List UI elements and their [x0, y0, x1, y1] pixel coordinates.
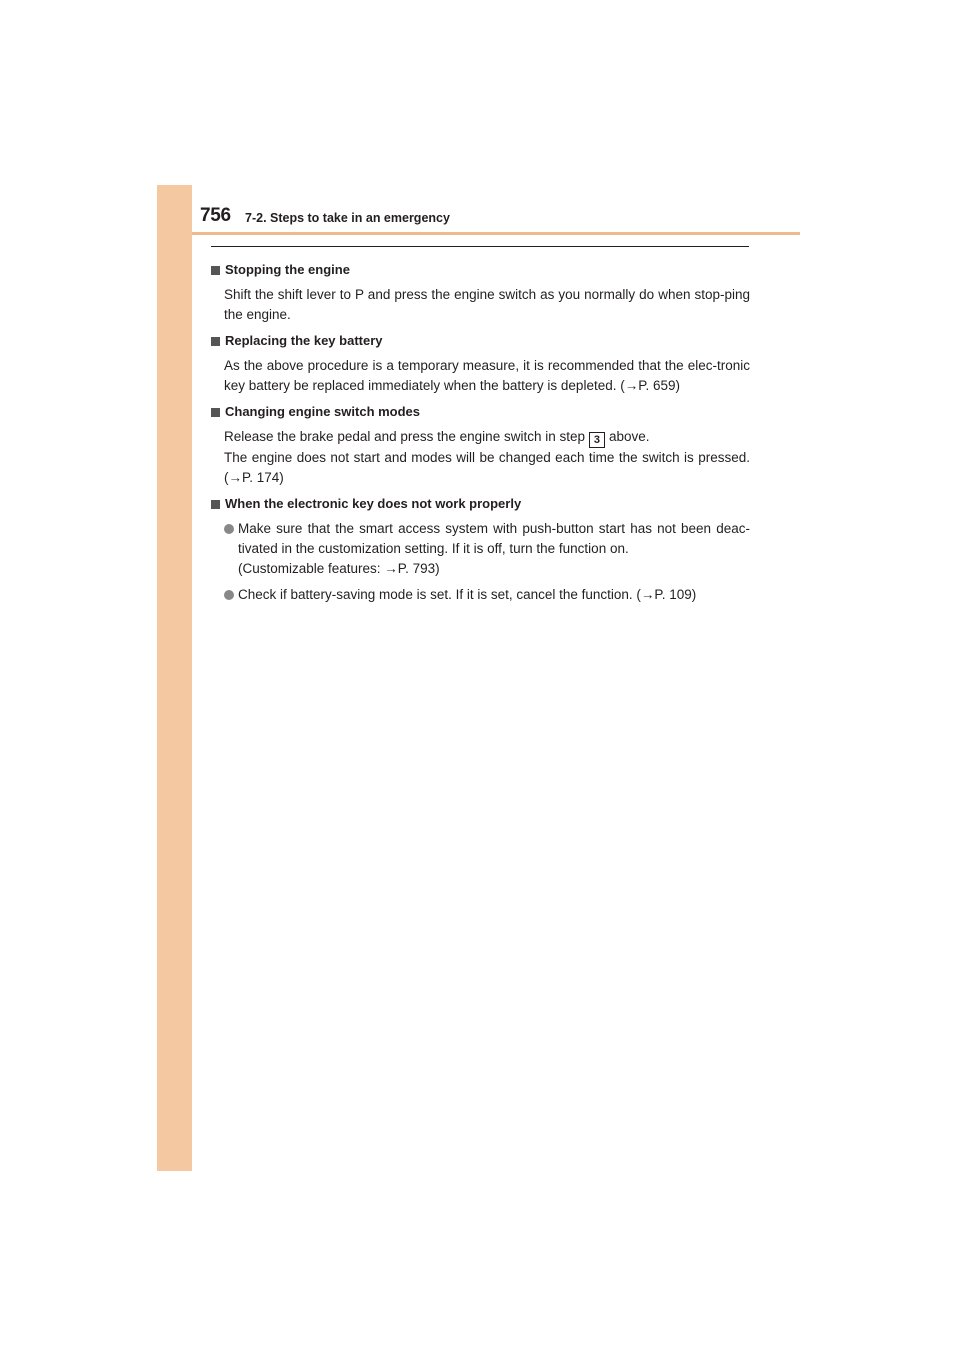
- step-text-before: Release the brake pedal and press the engine switch in step: [224, 429, 585, 444]
- square-bullet-icon: [211, 500, 220, 509]
- paragraph-line: The engine does not start and modes will be changed each time the switch is pressed.(→P. 174): [224, 450, 750, 485]
- heading-text: Changing engine switch modes: [225, 404, 421, 419]
- circle-bullet-icon: [224, 590, 234, 600]
- circle-bullet-icon: [224, 524, 234, 534]
- paragraph-stopping-engine: Shift the shift lever to P and press the engine switch as you normally do when stop-ping the engine.: [224, 287, 750, 322]
- paragraph-changing-modes: [224, 427, 750, 488]
- heading-stopping-engine: [210, 260, 750, 280]
- heading-text: Stopping the engine: [225, 262, 350, 277]
- list-item: [224, 519, 750, 579]
- heading-replacing-battery: [210, 331, 750, 351]
- heading-changing-modes: [210, 402, 750, 422]
- side-tab-bar: [157, 185, 192, 1171]
- content-divider: [211, 246, 749, 247]
- page-content: [210, 260, 750, 611]
- step-number-icon: 3: [589, 432, 605, 448]
- paragraph-replacing-battery: As the above procedure is a temporary measure, it is recommended that the elec-tronic key battery be replaced immediately when the battery is depleted. (→P. 659): [224, 358, 750, 393]
- bullet-text: (Customizable features: →P. 793): [238, 561, 440, 576]
- bullet-text: Check if battery-saving mode is set. If it is set, cancel the function. (→P. 109): [238, 587, 697, 602]
- page-number: 756: [200, 205, 231, 226]
- header-rule: [192, 232, 800, 235]
- square-bullet-icon: [211, 408, 220, 417]
- heading-key-not-working: [210, 494, 750, 514]
- bullet-text: Make sure that the smart access system with push-button start has not been deac-tivated in the customization setting. If it is off, turn the function on.: [238, 521, 750, 556]
- square-bullet-icon: [211, 337, 220, 346]
- list-item: [224, 585, 750, 605]
- section-title: 7-2. Steps to take in an emergency: [245, 211, 450, 225]
- heading-text: Replacing the key battery: [225, 333, 383, 348]
- square-bullet-icon: [211, 266, 220, 275]
- heading-text: When the electronic key does not work properly: [225, 496, 522, 511]
- step-text-after: above.: [608, 429, 650, 444]
